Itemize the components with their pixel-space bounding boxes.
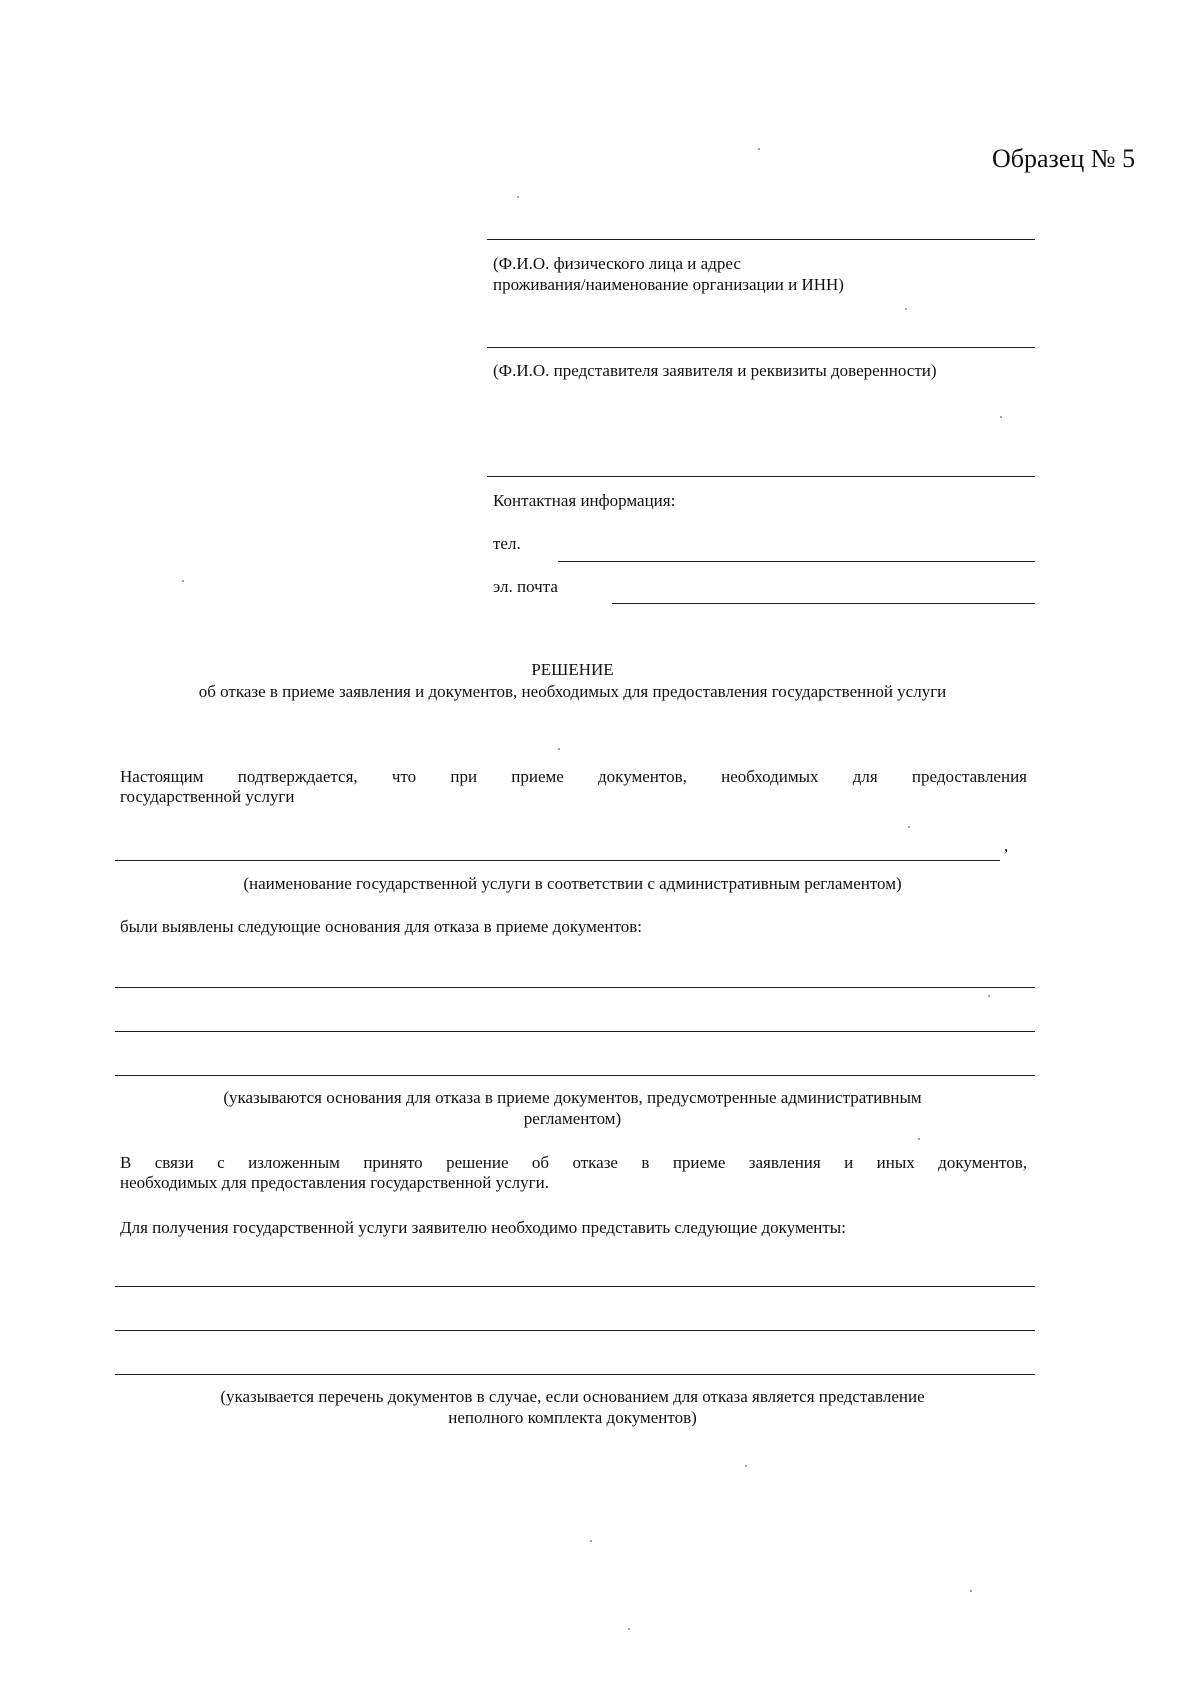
- conclusion-paragraph: [120, 1153, 1027, 1193]
- applicant-name-line[interactable]: [487, 239, 1035, 240]
- documents-caption-2: неполного комплекта документов): [448, 1408, 697, 1427]
- grounds-caption-1: (указываются основания для отказа в приеме документов, предусмотренные административным: [223, 1088, 922, 1107]
- representative-line[interactable]: [487, 347, 1035, 348]
- decision-title: РЕШЕНИЕ: [531, 660, 614, 679]
- grounds-line-2[interactable]: [115, 1031, 1035, 1032]
- service-name-line[interactable]: [115, 860, 1000, 861]
- service-name-comma: ,: [1004, 836, 1009, 855]
- grounds-line-3[interactable]: [115, 1075, 1035, 1076]
- documents-line-1[interactable]: [115, 1286, 1035, 1287]
- scan-speck: [745, 1465, 747, 1467]
- phone-field-line[interactable]: [558, 561, 1035, 562]
- scan-speck: [182, 580, 184, 582]
- conclusion-line-2: необходимых для предоставления государственной услуги.: [120, 1173, 549, 1192]
- conclusion-line-1: В связи с изложенным принято решение об отказе в приеме заявления и иных документов,: [120, 1153, 1027, 1172]
- documents-line-3[interactable]: [115, 1374, 1035, 1375]
- email-label: эл. почта: [493, 577, 558, 596]
- documents-intro: Для получения государственной услуги заявителю необходимо представить следующие документы:: [120, 1218, 846, 1237]
- scan-speck: [628, 1628, 630, 1630]
- documents-line-2[interactable]: [115, 1330, 1035, 1331]
- grounds-line-1[interactable]: [115, 987, 1035, 988]
- applicant-name-caption-1: (Ф.И.О. физического лица и адрес: [493, 254, 741, 273]
- grounds-caption-2: регламентом): [523, 1109, 622, 1128]
- phone-label: тел.: [493, 534, 521, 553]
- scan-speck: [758, 148, 760, 150]
- scan-speck: [590, 1540, 592, 1542]
- decision-subtitle: об отказе в приеме заявления и документов, необходимых для предоставления государственной услуги: [198, 682, 947, 701]
- documents-caption-1: (указывается перечень документов в случае, если основанием для отказа является представление: [220, 1387, 925, 1406]
- applicant-name-caption-2: проживания/наименование организации и ИНН): [493, 275, 844, 294]
- service-name-caption: (наименование государственной услуги в соответствии с административным регламентом): [243, 874, 902, 893]
- intro-line-2: государственной услуги: [120, 787, 295, 806]
- scan-speck: [1000, 416, 1002, 418]
- scan-speck: [970, 1590, 972, 1592]
- grounds-intro: были выявлены следующие основания для отказа в приеме документов:: [120, 917, 642, 936]
- scan-speck: [908, 826, 910, 828]
- scan-speck: [918, 1138, 920, 1140]
- scan-speck: [558, 748, 560, 750]
- intro-paragraph: [120, 767, 1027, 807]
- intro-line-1: Настоящим подтверждается, что при приеме документов, необходимых для предоставления: [120, 767, 1027, 786]
- scan-speck: [905, 308, 907, 310]
- scan-speck: [988, 995, 990, 997]
- email-field-line[interactable]: [612, 603, 1035, 604]
- representative-caption: (Ф.И.О. представителя заявителя и реквизиты доверенности): [493, 361, 937, 380]
- sample-number-label: Образец № 5: [992, 144, 1136, 173]
- contact-line[interactable]: [487, 476, 1035, 477]
- contact-info-label: Контактная информация:: [493, 491, 676, 510]
- scan-speck: [517, 196, 519, 198]
